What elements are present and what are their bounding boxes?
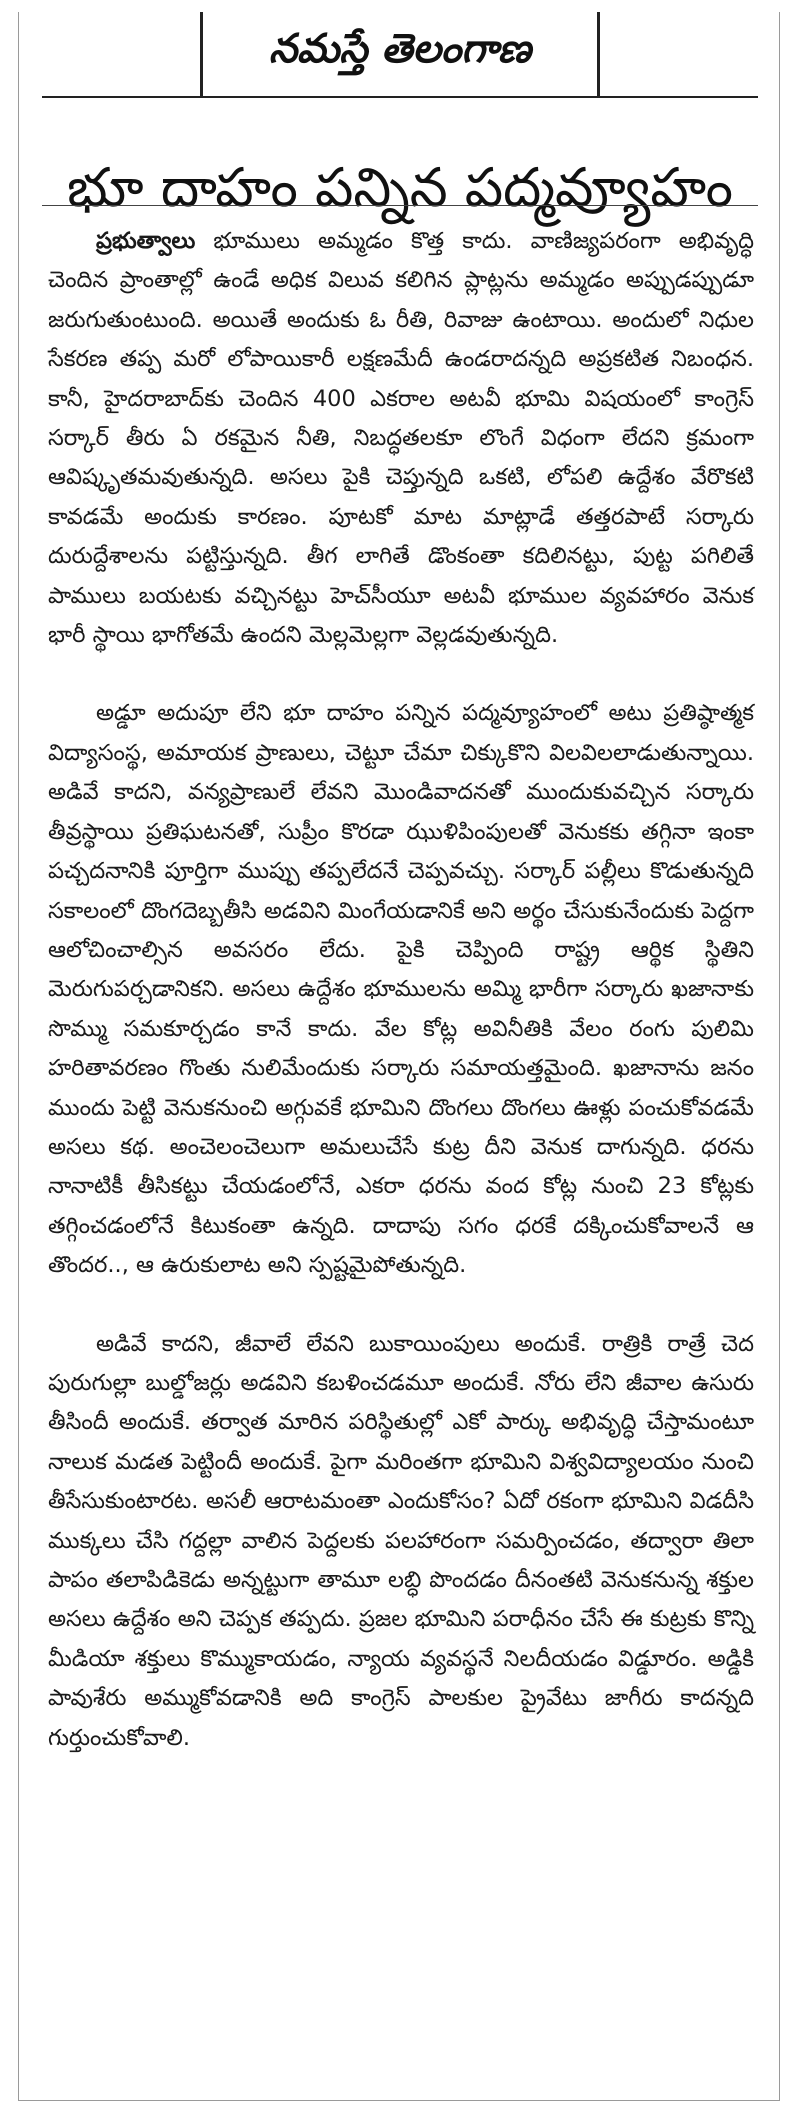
paragraph-2: అడ్డూ అదుపూ లేని భూ దాహం పన్నిన పద్మవ్యూహంలో అటు ప్రతిష్ఠాత్మక విద్యాసంస్థ, అమాయక ప్రాణులు, చెట్టూ చేమా చిక్కుకొని విలవిలలాడుతున్నాయి. అడివే కాదని, వన్యప్రాణులే లేవని మొండివాదనతో ముందుకువచ్చిన సర్కారు తీవ్రస్థాయి ప్రతిఘటనతో, సుప్రీం కొరడా ఝుళిపింపులతో వెనుకకు తగ్గినా ఇంకా పచ్చదనానికి పూర్తిగా ముప్పు తప్పలేదనే చెప్పవచ్చు. సర్కార్ పల్లీలు కొడుతున్నది సకాలంలో దొంగదెబ్బతీసి అడవిని మింగేయడానికే అని అర్థం చేసుకునేందుకు పెద్దగా ఆలోచించాల్సిన అవసరం లేదు. పైకి చెప్పింది రాష్ట్ర ఆర్థిక స్థితిని మెరుగుపర్చడానికని. అసలు ఉద్దేశం భూములను అమ్మి భారీగా సర్కారు ఖజానాకు సొమ్ము సమకూర్చడం కానే కాదు. వేల కోట్ల అవినీతికి వేలం రంగు పులిమి హరితావరణం గొంతు నులిమేందుకు సర్కారు సమాయత్తమైంది. ఖజానాను జనం ముందు పెట్టి వెనుకనుంచి అగ్గువకే భూమిని దొంగలు దొంగలు ఊళ్లు పంచుకోవడమే అసలు కథ. అంచెలంచెలుగా అమలుచేసే కుట్ర దీని వెనుక దాగున్నది. ధరను నానాటికీ తీసికట్టు చేయడంలోనే, ఎకరా ధరను వంద కోట్ల నుంచి 23 కోట్లకు తగ్గించడంలోనే కిటుకంతా ఉన్నది. దాదాపు సగం ధరకే దక్కించుకోవాలనే ఆ తొందర.., ఆ ఉరుకులాట అని స్పష్టమైపోతున్నది.	[48, 700, 754, 1279]
article-body	[48, 222, 754, 1758]
paragraph-1	[48, 222, 754, 655]
masthead-rule	[42, 96, 758, 98]
paragraph-3: అడివే కాదని, జీవాలే లేవని బుకాయింపులు అందుకే. రాత్రికి రాత్రే చెద పురుగుల్లా బుల్డోజర్లు అడవిని కబళించడమూ అందుకే. నోరు లేని జీవాల ఉసురు తీసిందీ అందుకే. తర్వాత మారిన పరిస్థితుల్లో ఎకో పార్కు అభివృద్ధి చేస్తామంటూ నాలుక మడత పెట్టిందీ అందుకే. పైగా మరింతగా భూమిని విశ్వవిద్యాలయం నుంచి తీసేసుకుంటారట. అసలీ ఆరాటమంతా ఎందుకోసం? ఏదో రకంగా భూమిని విడదీసి ముక్కలు చేసి గద్దల్లా వాలిన పెద్దలకు పలహారంగా సమర్పించడం, తద్వారా తిలా పాపం తలాపిడికెడు అన్నట్టుగా తామూ లబ్ధి పొందడం దీనంతటి వెనుకనున్న శక్తుల అసలు ఉద్దేశం అని చెప్పక తప్పదు. ప్రజల భూమిని పరాధీనం చేసే ఈ కుట్రకు కొన్ని మీడియా శక్తులు కొమ్ముకాయడం, న్యాయ వ్యవస్థనే నిలదీయడం విడ్డూరం. అడ్డికి పావుశేరు అమ్ముకోవడానికి అది కాంగ్రెస్ పాలకుల ప్రైవేటు జాగీరు కాదన్నది గుర్తుంచుకోవాలి.	[48, 1330, 754, 1751]
masthead-title: నమస్తే తెలంగాణ	[268, 26, 532, 72]
masthead	[200, 12, 600, 96]
article-headline: భూ దాహం పన్నిన పద్మవ్యూహం	[67, 155, 733, 219]
paragraph-1-text: భూములు అమ్మడం కొత్త కాదు. వాణిజ్యపరంగా అభివృద్ధి చెందిన ప్రాంతాల్లో ఉండే అధిక విలువ కలిగిన ప్లాట్లను అమ్మడం అప్పుడప్పుడూ జరుగుతుంటుంది. అయితే అందుకు ఓ రీతి, రివాజు ఉంటాయి. అందులో నిధుల సేకరణ తప్ప మరో లోపాయికారీ లక్షణమేదీ ఉండరాదన్నది అప్రకటిత నిబంధన. కానీ, హైదరాబాద్‌కు చెందిన 400 ఎకరాల అటవీ భూమి విషయంలో కాంగ్రెస్ సర్కార్ తీరు ఏ రకమైన నీతి, నిబద్ధతలకూ లొంగే విధంగా లేదని క్రమంగా ఆవిష్కృతమవుతున్నది. అసలు పైకి చెప్తున్నది ఒకటి, లోపలి ఉద్దేశం వేరొకటి కావడమే అందుకు కారణం. పూటకో మాట మాట్లాడే తత్తరపాటే సర్కారు దురుద్దేశాలను పట్టిస్తున్నది. తీగ లాగితే డొంకంతా కదిలినట్టు, పుట్ట పగిలితే పాములు బయటకు వచ్చినట్టు హెచ్‌సీయూ అటవీ భూముల వ్యవహారం వెనుక భారీ స్థాయి భాగోతమే ఉందని మెల్లమెల్లగా వెల్లడవుతున్నది.	[48, 228, 754, 649]
lead-word: ప్రభుత్వాలు	[96, 228, 196, 254]
headline-rule	[42, 205, 758, 206]
